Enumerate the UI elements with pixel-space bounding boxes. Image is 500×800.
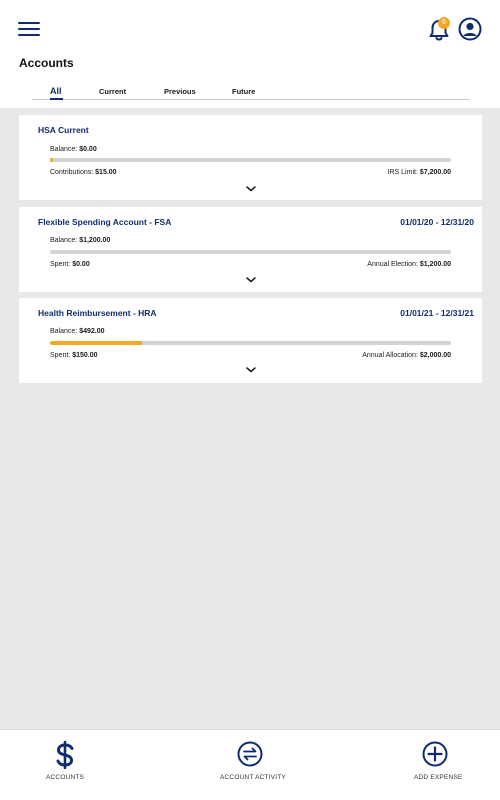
transfer-arrows-icon	[237, 741, 263, 767]
notification-badge: 6	[438, 17, 450, 29]
user-avatar-icon[interactable]	[458, 17, 482, 41]
annual-allocation-text: Annual Allocation: $2,000.00	[362, 352, 451, 359]
account-title: Flexible Spending Account - FSA	[38, 217, 172, 227]
progress-bar	[50, 341, 451, 345]
bottom-navigation	[0, 729, 500, 800]
active-tab-indicator	[50, 98, 63, 100]
spent-text: Spent: $150.00	[50, 352, 98, 359]
progress-bar-fill	[50, 341, 142, 345]
tab-current[interactable]: Current	[99, 87, 127, 96]
balance-text: Balance: $492.00	[50, 328, 105, 335]
account-tabs	[32, 85, 469, 100]
balance-text: Balance: $0.00	[50, 146, 97, 153]
chevron-down-icon[interactable]	[245, 366, 257, 374]
progress-bar-fill	[50, 158, 53, 162]
contributions-text: Contributions: $15.00	[50, 169, 117, 176]
spent-text: Spent: $0.00	[50, 261, 90, 268]
plan-dates: 01/01/20 - 12/31/20	[400, 217, 474, 227]
account-title: HSA Current	[38, 125, 89, 135]
nav-accounts[interactable]	[30, 730, 100, 800]
annual-election-text: Annual Election: $1,200.00	[367, 261, 451, 268]
account-card-hsa[interactable]	[19, 115, 482, 200]
nav-add-expense[interactable]	[400, 730, 472, 800]
nav-label: ACCOUNTS	[46, 774, 85, 781]
nav-account-activity[interactable]	[210, 730, 290, 800]
plus-circle-icon	[422, 741, 448, 767]
hamburger-menu-icon[interactable]	[18, 20, 42, 38]
tab-future[interactable]: Future	[232, 87, 256, 96]
chevron-down-icon[interactable]	[245, 276, 257, 284]
tab-all[interactable]: All	[50, 86, 62, 96]
nav-label: ADD EXPENSE	[414, 774, 463, 781]
account-title: Health Reimbursement - HRA	[38, 308, 157, 318]
balance-text: Balance: $1,200.00	[50, 237, 111, 244]
account-card-fsa[interactable]	[19, 207, 482, 292]
irs-limit-text: IRS Limit: $7,200.00	[387, 169, 451, 176]
account-card-hra[interactable]	[19, 298, 482, 383]
progress-bar	[50, 158, 451, 162]
chevron-down-icon[interactable]	[245, 185, 257, 193]
progress-bar	[50, 250, 451, 254]
page-title: Accounts	[19, 56, 74, 70]
tab-previous[interactable]: Previous	[164, 87, 196, 96]
nav-label: ACCOUNT ACTIVITY	[220, 774, 286, 781]
plan-dates: 01/01/21 - 12/31/21	[400, 308, 474, 318]
dollar-icon	[53, 741, 77, 769]
app-header	[0, 0, 500, 108]
